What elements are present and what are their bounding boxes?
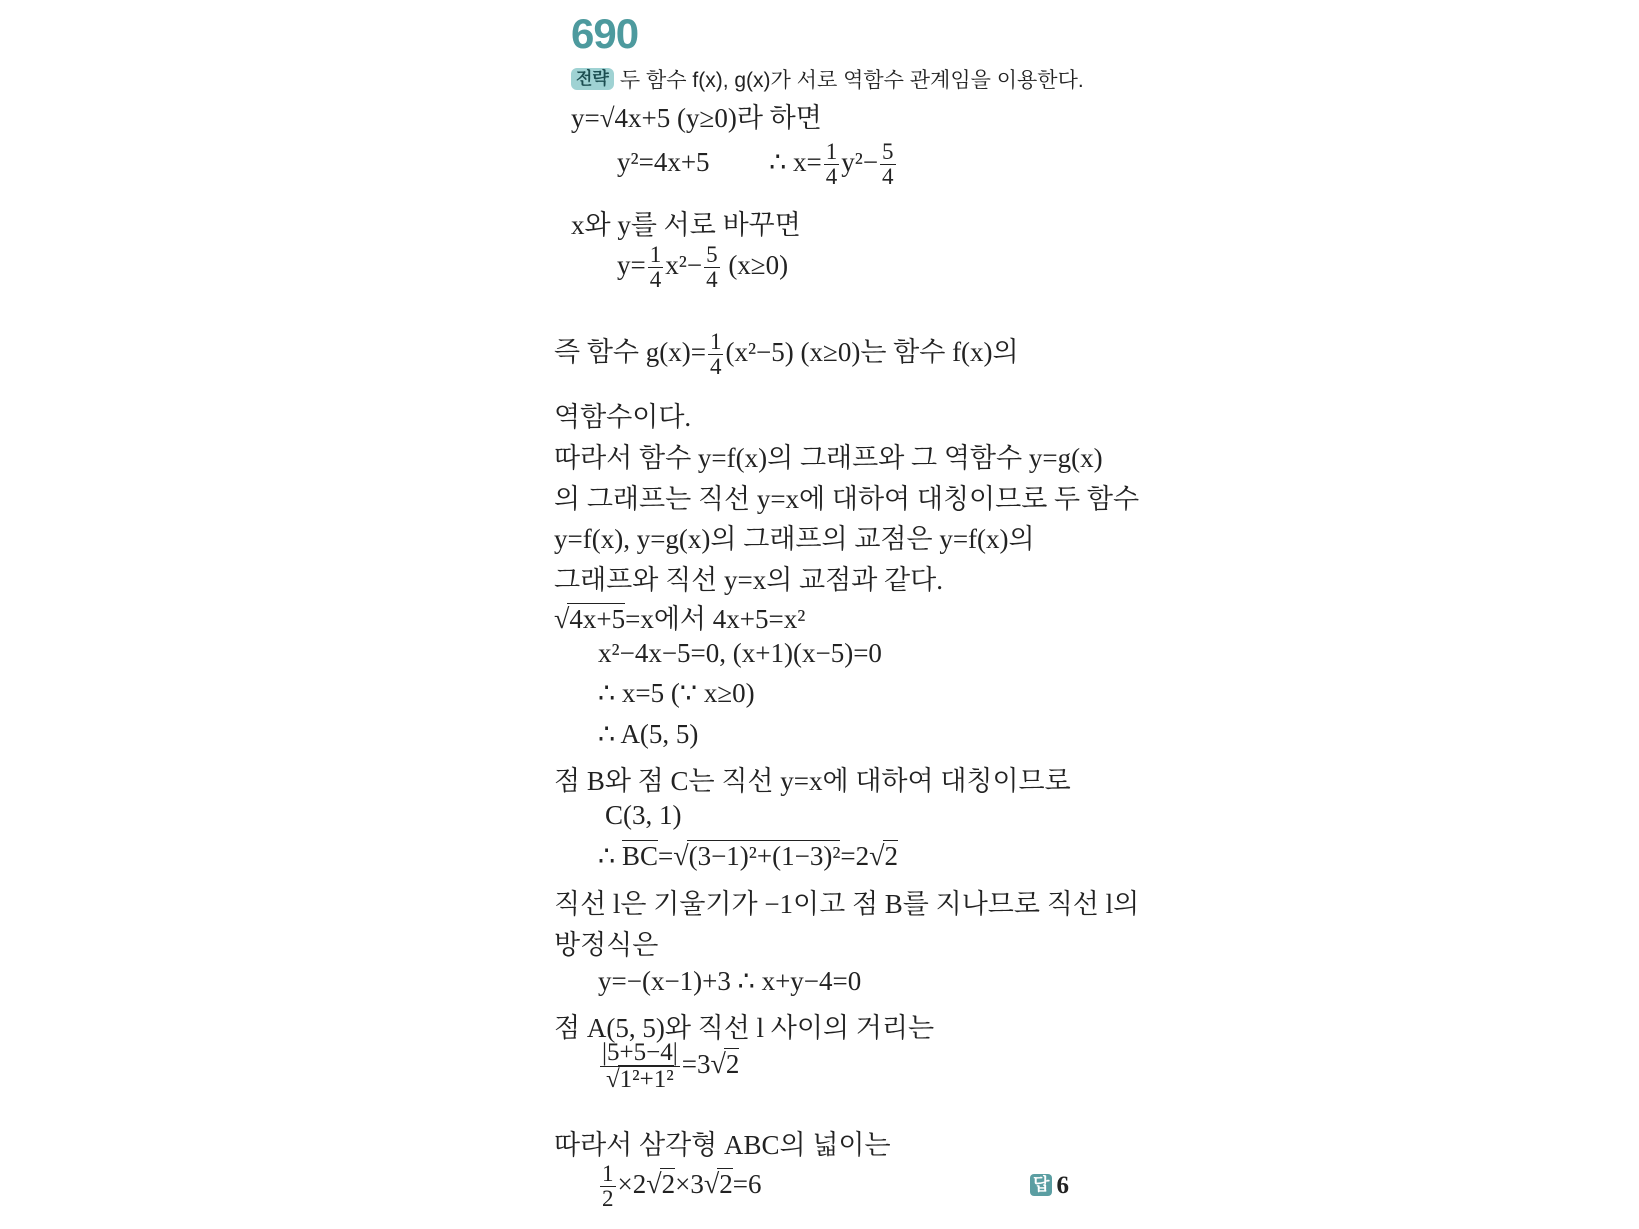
fraction-five-quarters: $\frac{5}{4}$ — [882, 139, 894, 190]
solution-line-18: 직선 l은 기울기가 −1이고 점 B를 지나므로 직선 l의 — [554, 889, 1140, 919]
therefore-symbol: ∴ — [598, 841, 622, 871]
solution-line-2 — [617, 140, 898, 189]
strategy-line — [571, 64, 1084, 94]
coef-two: =2 — [840, 841, 870, 871]
fraction-half: $\frac{1}{2}$ — [602, 1161, 614, 1212]
times-three: ×3 — [675, 1168, 704, 1199]
solution-line-20: y=−(x−1)+3 ∴ x+y−4=0 — [598, 966, 862, 996]
x-squared-minus: x²− — [665, 249, 703, 280]
fraction-quarter-2: $\frac{1}{4}$ — [649, 242, 662, 293]
solution-line-22: $\frac{|5+5-4|}{\text{√1²+1²}}$ =3√2 — [602, 1039, 740, 1094]
radicand-b: 2 — [719, 1168, 733, 1199]
solution-line-9: y=f(x), y=g(x)의 그래프의 교점은 y=f(x)의 — [554, 524, 1035, 554]
solution-line-6: 역함수이다. — [554, 402, 692, 432]
fraction-quarter: $\frac{1}{4}$ — [825, 139, 838, 190]
area-result: =6 — [732, 1168, 762, 1199]
solution-line-19: 방정식은 — [554, 930, 659, 960]
distance-fraction: $\frac{|5+5-4|}{\text{√1²+1²}}$ — [602, 1039, 678, 1094]
therefore-x: ∴ x= — [769, 146, 822, 177]
solution-line-4 — [617, 243, 788, 292]
segment-bc: BC — [621, 841, 658, 871]
domain-condition: (x≥0) — [728, 249, 789, 280]
solution-line-15: 점 B와 점 C는 직선 y=x에 대하여 대칭이므로 — [554, 766, 1071, 796]
solution-line-5 — [554, 330, 1019, 379]
answer-value: 6 — [1056, 1172, 1069, 1199]
solution-line-7: 따라서 함수 y=f(x)의 그래프와 그 역함수 y=g(x) — [554, 443, 1103, 473]
equals-sign: = — [657, 841, 674, 871]
solution-line-21: 점 A(5, 5)와 직선 l 사이의 거리는 — [554, 1013, 935, 1043]
strategy-text: 두 함수 f(x), g(x)가 서로 역함수 관계임을 이용한다. — [619, 69, 1084, 92]
solution-line-16: C(3, 1) — [605, 800, 682, 830]
distance-radicand-two: 2 — [725, 1048, 740, 1079]
solution-line-3: x와 y를 서로 바꾸면 — [571, 210, 801, 240]
solution-line-10: 그래프와 직선 y=x의 교점과 같다. — [554, 565, 943, 595]
g-definition: 즉 함수 g(x)= — [554, 337, 706, 367]
solution-line-14: ∴ A(5, 5) — [598, 719, 699, 749]
y-squared-minus: y²− — [841, 146, 879, 177]
fraction-five-quarters-2: $\frac{5}{4}$ — [706, 242, 718, 293]
equation-from-sqrt: =x에서 4x+5=x² — [625, 604, 806, 634]
solution-line-13: ∴ x=5 (∵ x≥0) — [598, 678, 755, 708]
solution-line-23: 따라서 삼각형 ABC의 넓이는 — [554, 1130, 891, 1160]
radicand-two: 2 — [884, 841, 899, 871]
solution-line-1: y=√4x+5 (y≥0)라 하면 — [571, 103, 822, 133]
fraction-quarter-3: $\frac{1}{4}$ — [709, 329, 722, 380]
solution-line-11: √4x+5=x에서 4x+5=x² — [554, 604, 806, 635]
solution-line-17: ∴ BC=√(3−1)²+(1−3)²=2√2 — [598, 841, 899, 872]
y-equals: y= — [617, 249, 646, 280]
problem-number: 690 — [571, 10, 639, 57]
solution-line-24: $\frac{1}{2}$ ×2√2×3√2=6 — [602, 1161, 762, 1212]
distance-result: =3 — [681, 1048, 711, 1079]
radicand-a: 2 — [661, 1168, 676, 1199]
sqrt-expression: 4x+5 — [569, 604, 626, 634]
answer — [1030, 1172, 1069, 1200]
times-two: ×2 — [617, 1168, 647, 1199]
solution-line-12: x²−4x−5=0, (x+1)(x−5)=0 — [598, 638, 882, 668]
solution-line-8: 의 그래프는 직선 y=x에 대하여 대칭이므로 두 함수 — [554, 484, 1140, 514]
distance-radicand: (3−1)²+(1−3)² — [688, 841, 841, 871]
strategy-badge: 전략 — [571, 68, 614, 90]
answer-badge: 답 — [1030, 1174, 1052, 1196]
equation-squared: y²=4x+5 — [617, 146, 710, 177]
g-definition-rest: (x²−5) (x≥0)는 함수 f(x)의 — [725, 337, 1019, 367]
